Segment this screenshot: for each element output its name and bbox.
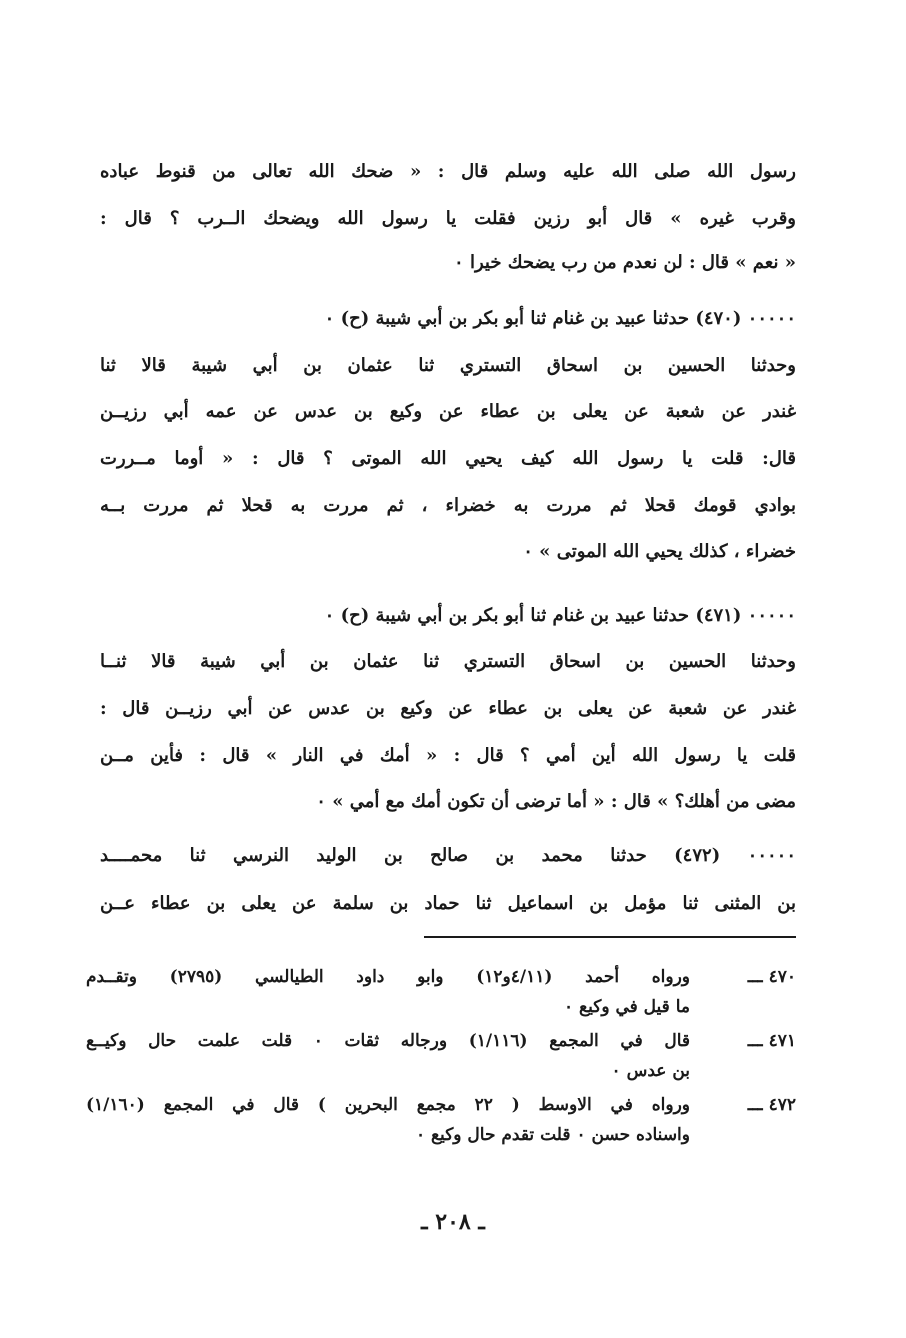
footnote-line: بن عدس ٠ [611, 1061, 690, 1081]
text-line: وقرب غيره » قال أبو رزين فقلت يا رسول الله ويضحك الــرب ؟ قال : [100, 208, 796, 229]
footnote-line: ورواه أحمد (٤/١١و١٢) وابو داود الطيالسي (٢٧٩٥) وتقــدم [86, 967, 690, 987]
footnote-line: قال في المجمع (١/١١٦) ورجاله ثقات ٠ قلت علمت حال وكيــع [86, 1031, 690, 1051]
hadith-470-heading: ٠٠٠٠٠ (٤٧٠) حدثنا عبيد بن غنام ثنا أبو بكر بن أبي شيبة (ح) ٠ [324, 308, 796, 329]
page-number: ـ ٢٠٨ ـ [421, 1209, 485, 1235]
footnote-470 [86, 962, 796, 1022]
text-line: وحدثنا الحسين بن اسحاق التستري ثنا عثمان بن أبي شيبة قالا ثنــا [100, 651, 796, 672]
text-line: رسول الله صلى الله عليه وسلم قال : « ضحك الله تعالى من قنوط عباده [100, 161, 796, 182]
footnote-text [86, 962, 690, 1022]
text-line: وحدثنا الحسين بن اسحاق التستري ثنا عثمان بن أبي شيبة قالا ثنا [100, 355, 796, 376]
text-line: غندر عن شعبة عن يعلى بن عطاء عن وكيع بن عدس عن عمه أبي رزيــن [100, 401, 796, 422]
footnote-text [86, 1026, 690, 1086]
footnote-number: ٤٧٢ ـــ [747, 1095, 796, 1115]
hadith-472-heading: ٠٠٠٠٠ (٤٧٢) حدثنا محمد بن صالح بن الوليد النرسي ثنا محمــــد [100, 845, 796, 866]
text-line: قال: قلت يا رسول الله كيف يحيي الله الموتى ؟ قال : « أوما مــررت [100, 448, 796, 469]
footnote-line: ما قيل في وكيع ٠ [563, 997, 690, 1017]
footnote-number: ٤٧٠ ـــ [747, 967, 796, 987]
text-line: خضراء ، كذلك يحيي الله الموتى » ٠ [523, 541, 796, 562]
text-line: بوادي قومك قحلا ثم مررت به خضراء ، ثم مررت به قحلا ثم مررت بــه [100, 495, 796, 516]
footnote-text [86, 1090, 690, 1150]
text-line: قلت يا رسول الله أين أمي ؟ قال : « أمك في النار » قال : فأين مــن [100, 745, 796, 766]
footnote-separator [424, 936, 796, 938]
footnote-472 [86, 1090, 796, 1150]
footnote-line: ورواه في الاوسط ( ٢٢ مجمع البحرين ) قال في المجمع (١/١٦٠) [86, 1095, 690, 1115]
text-line: بن المثنى ثنا مؤمل بن اسماعيل ثنا حماد بن سلمة عن يعلى بن عطاء عــن [100, 893, 796, 914]
text-line: غندر عن شعبة عن يعلى بن عطاء عن وكيع بن عدس عن أبي رزيــن قال : [100, 698, 796, 719]
text-line: مضى من أهلك؟ » قال : « أما ترضى أن تكون أمك مع أمي » ٠ [316, 791, 796, 812]
footnote-line: واسناده حسن ٠ قلت تقدم حال وكيع ٠ [415, 1125, 690, 1145]
hadith-471-heading: ٠٠٠٠٠ (٤٧١) حدثنا عبيد بن غنام ثنا أبو بكر بن أبي شيبة (ح) ٠ [324, 605, 796, 626]
footnote-number: ٤٧١ ـــ [747, 1031, 796, 1051]
footnote-471 [86, 1026, 796, 1086]
text-line: « نعم » قال : لن نعدم من رب يضحك خيرا ٠ [454, 252, 796, 273]
